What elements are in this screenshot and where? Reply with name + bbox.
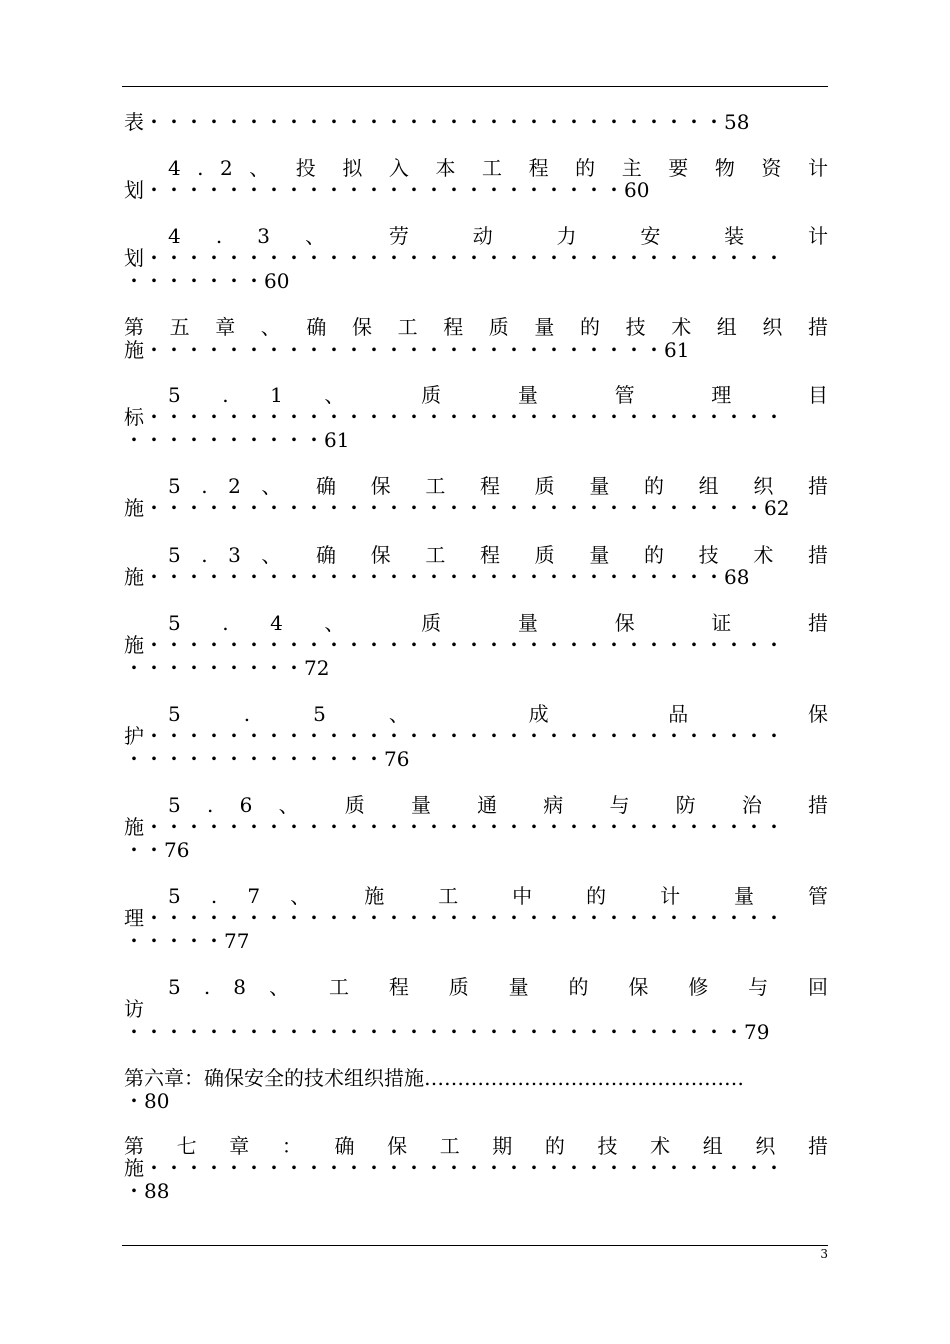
toc-line: 5 . 7 、 施 工 中 的 计 量 管 — [168, 884, 828, 908]
toc-line: 护・・・・・・・・・・・・・・・・・・・・・・・・・・・・・・・・ — [124, 724, 784, 748]
footer-rule — [122, 1245, 828, 1246]
toc-line: 理・・・・・・・・・・・・・・・・・・・・・・・・・・・・・・・・ — [124, 906, 784, 930]
toc-line: 第 五 章 、 确 保 工 程 质 量 的 技 术 组 织 措 — [124, 315, 828, 339]
toc-line: 5 . 2 、 确 保 工 程 质 量 的 组 织 措 — [168, 474, 828, 498]
toc-line: 施・・・・・・・・・・・・・・・・・・・・・・・・・・・・・・・・ — [124, 1156, 784, 1180]
toc-line: 施・・・・・・・・・・・・・・・・・・・・・・・・・・・・・68 — [124, 565, 750, 589]
toc-line: 表・・・・・・・・・・・・・・・・・・・・・・・・・・・・・58 — [124, 110, 750, 134]
toc-line: 划・・・・・・・・・・・・・・・・・・・・・・・・・・・・・・・・ — [124, 246, 784, 270]
toc-line: ・・・・・・・・・・・・・76 — [124, 747, 410, 771]
toc-line: ・・・・・・・・・・61 — [124, 428, 350, 452]
toc-line: 5 . 3 、 确 保 工 程 质 量 的 技 术 措 — [168, 543, 828, 567]
toc-line: 5 . 5 、 成 品 保 — [168, 702, 828, 726]
toc-line: 5 . 6 、 质 量 通 病 与 防 治 措 — [168, 793, 828, 817]
toc-line: 5 . 8 、 工 程 质 量 的 保 修 与 回 — [168, 975, 828, 999]
toc-line: 施・・・・・・・・・・・・・・・・・・・・・・・・・・・・・・・・ — [124, 815, 784, 839]
toc-line: 第六章：确保安全的技术组织措施………………………………………… — [124, 1066, 744, 1090]
toc-line: ・・76 — [124, 838, 190, 862]
toc-line: 第 七 章 ： 确 保 工 期 的 技 术 组 织 措 — [124, 1134, 828, 1158]
toc-line: 施・・・・・・・・・・・・・・・・・・・・・・・・・・・・・・・62 — [124, 496, 790, 520]
toc-line: ・・・・・77 — [124, 929, 250, 953]
toc-line: 5 . 4 、 质 量 保 证 措 — [168, 611, 828, 635]
toc-line: 划・・・・・・・・・・・・・・・・・・・・・・・・60 — [124, 178, 650, 202]
toc-line: 施・・・・・・・・・・・・・・・・・・・・・・・・・・・・・・・・ — [124, 633, 784, 657]
header-rule — [122, 86, 828, 87]
toc-line: ・88 — [124, 1179, 170, 1203]
toc-line: 5 . 1 、 质 量 管 理 目 — [168, 383, 828, 407]
toc-line: ・80 — [124, 1089, 170, 1113]
toc-line: 4 . 2 、 投 拟 入 本 工 程 的 主 要 物 资 计 — [168, 156, 828, 180]
toc-line: ・・・・・・・60 — [124, 269, 290, 293]
toc-line: 访 — [124, 997, 144, 1021]
toc-line: 施・・・・・・・・・・・・・・・・・・・・・・・・・・61 — [124, 338, 690, 362]
toc-line: 标・・・・・・・・・・・・・・・・・・・・・・・・・・・・・・・・ — [124, 405, 784, 429]
toc-line: ・・・・・・・・・72 — [124, 656, 330, 680]
toc-line: 4 . 3 、 劳 动 力 安 装 计 — [168, 224, 828, 248]
toc-line: ・・・・・・・・・・・・・・・・・・・・・・・・・・・・・・・79 — [124, 1020, 770, 1044]
page-number: 3 — [820, 1247, 828, 1261]
